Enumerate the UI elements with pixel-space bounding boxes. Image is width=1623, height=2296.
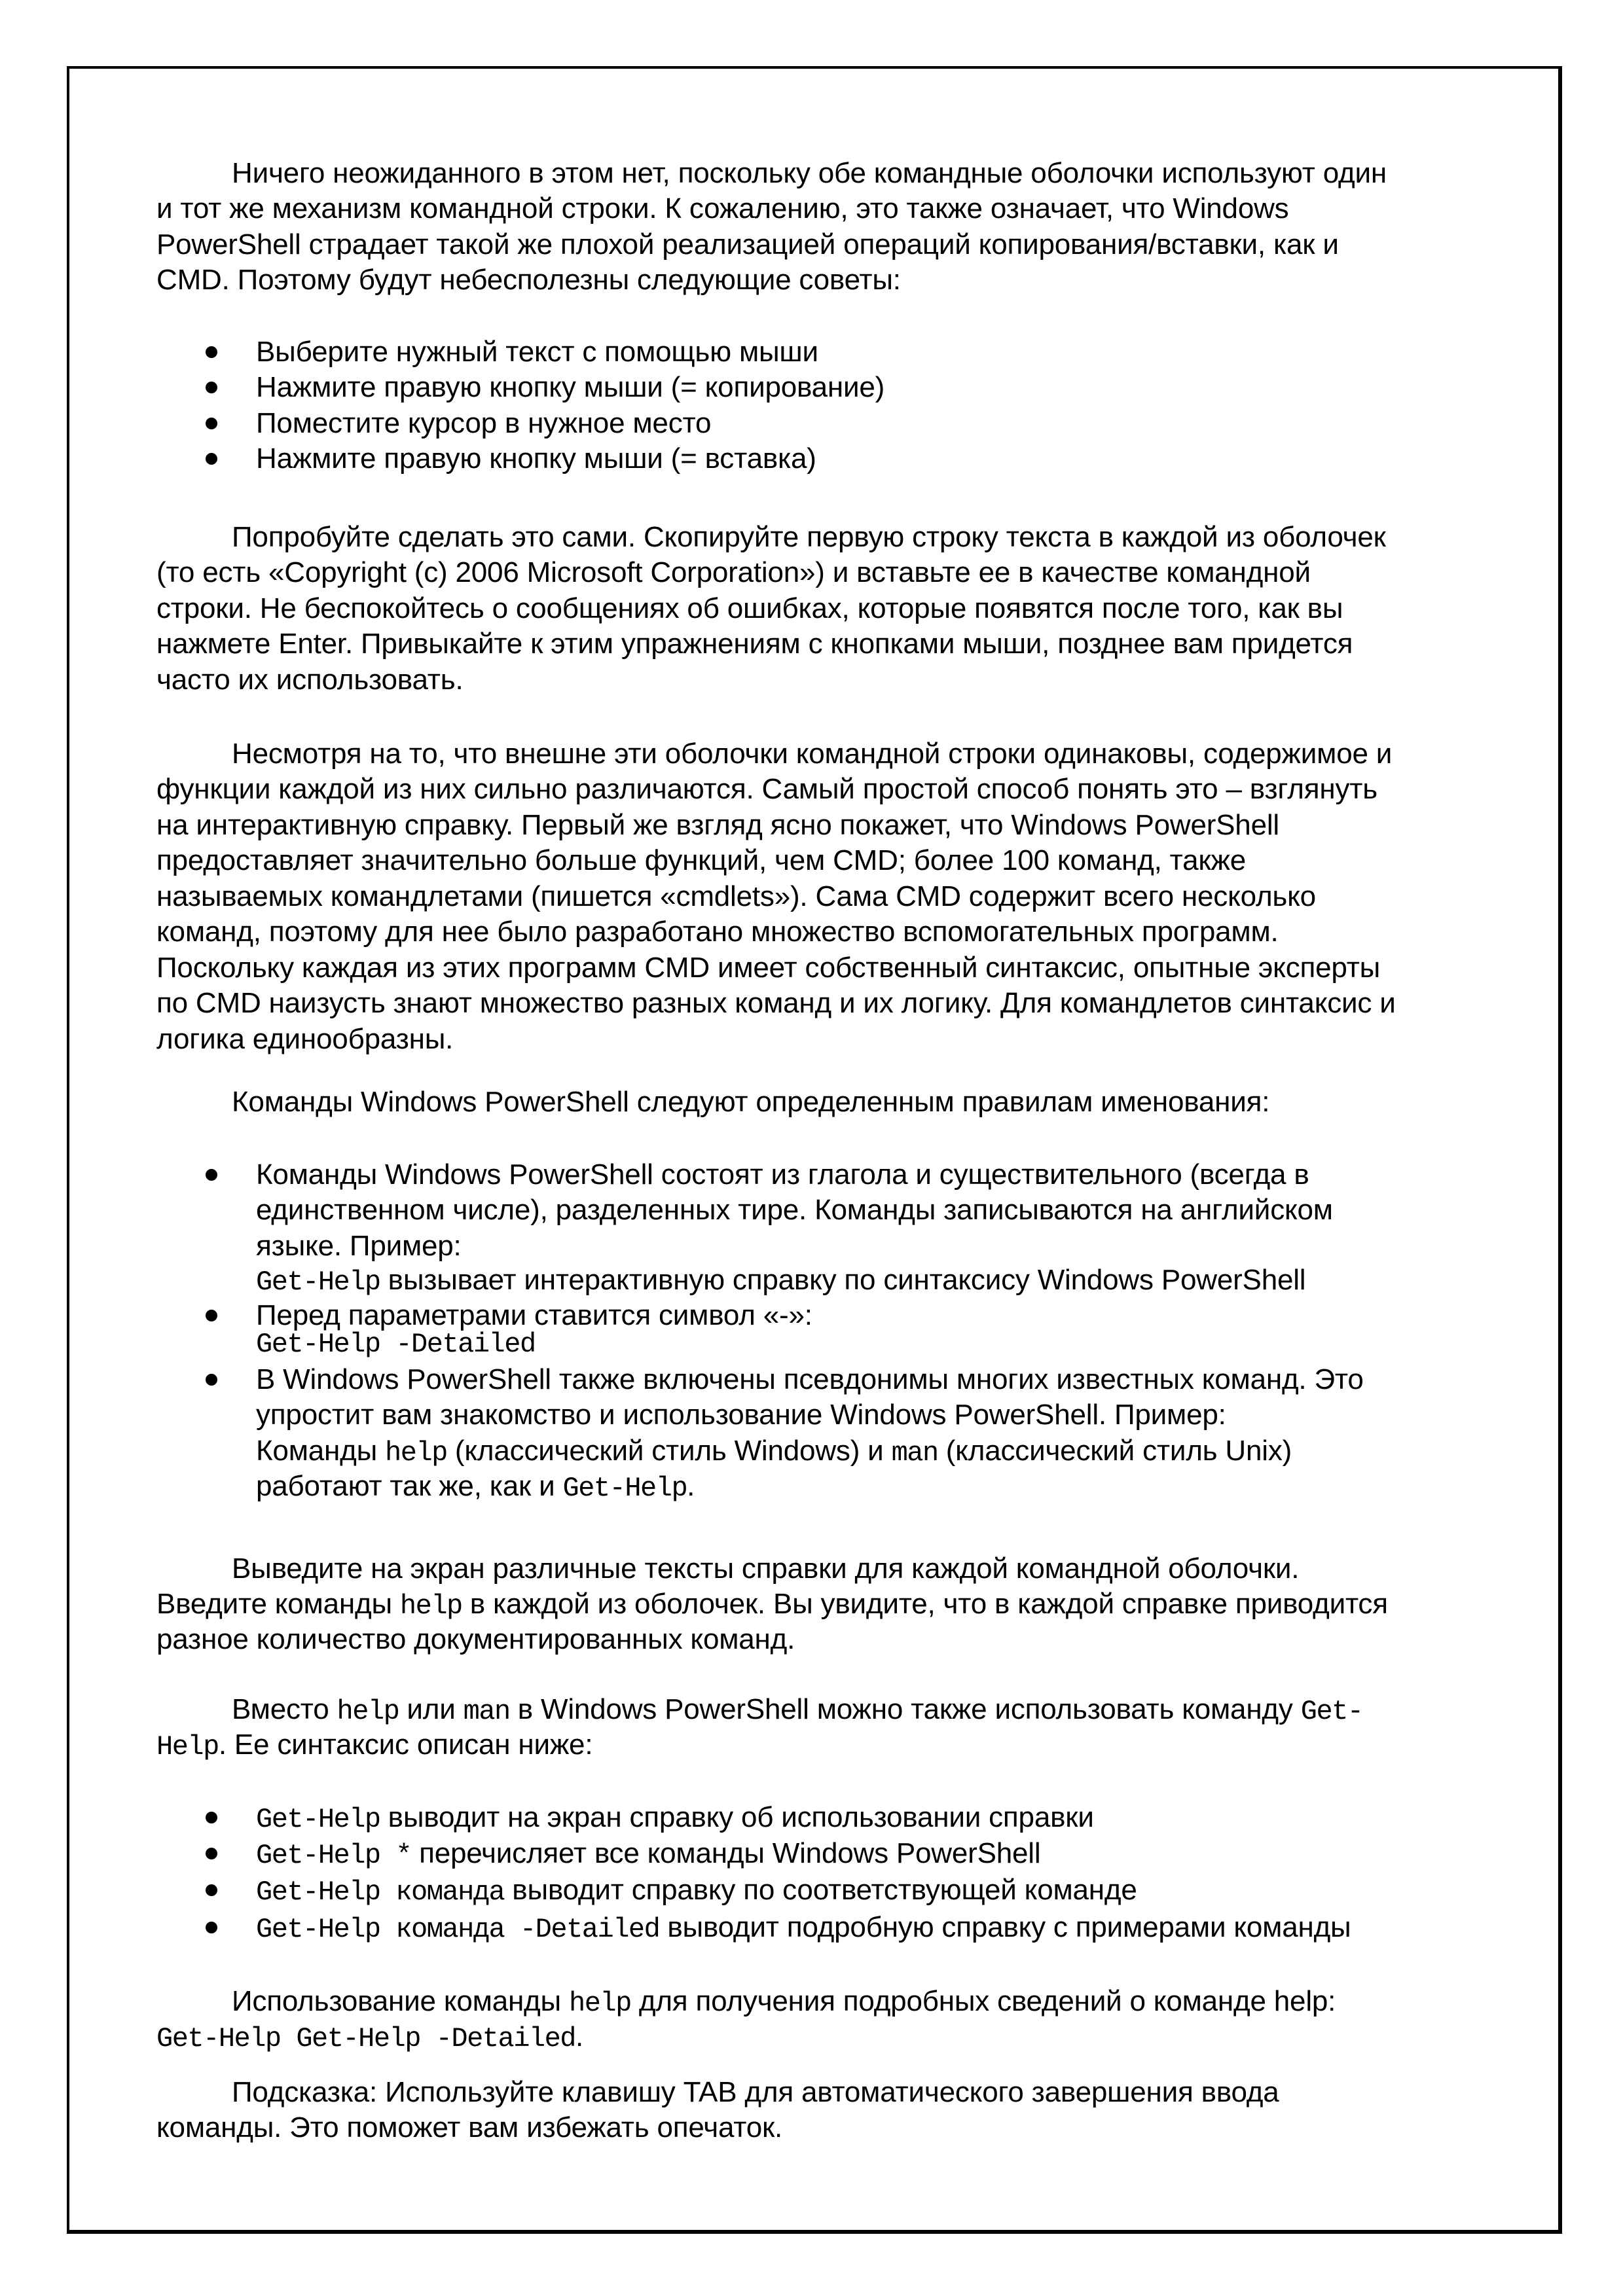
list-item-text xyxy=(256,1873,1137,1910)
list-item-text xyxy=(256,1263,1305,1300)
inline-text: для получения подробных сведений о команде help: xyxy=(630,1985,1336,2017)
text-line: предоставляет значительно больше функций, чем CMD; более 100 команд, также xyxy=(156,844,1246,876)
inline-text: или xyxy=(399,1693,464,1725)
list-item-text: В Windows PowerShell также включены псевдонимы многих известных команд. Это xyxy=(256,1363,1364,1395)
code-snippet: help xyxy=(385,1437,447,1469)
text-line xyxy=(232,1984,1336,2021)
text-line: PowerShell страдает такой же плохой реализацией операций копирования/вставки, как и xyxy=(156,228,1339,260)
text-line: часто их использовать. xyxy=(156,664,464,696)
text-line: (то есть «Copyright (c) 2006 Microsoft Corporation») и вставьте ее в качестве командной xyxy=(156,556,1311,588)
inline-text: выводит подробную справку с примерами команды xyxy=(659,1911,1351,1943)
inline-text: Введите команды xyxy=(156,1588,400,1620)
inline-text: выводит на экран справку об использовании справки xyxy=(380,1801,1094,1833)
code-snippet: help xyxy=(399,1590,462,1622)
text-line: Несмотря на то, что внешне эти оболочки командной строки одинаковы, содержимое и xyxy=(232,738,1393,770)
text-line: команд, поэтому для нее было разработано множество вспомогательных программ. xyxy=(156,916,1279,948)
code-snippet: man xyxy=(891,1437,938,1469)
inline-text: перечисляет все команды Windows PowerShell xyxy=(411,1837,1041,1869)
list-item-text xyxy=(256,1910,1351,1947)
bullet-icon xyxy=(206,418,217,429)
list-item-text: упростит вам знакомство и использование Windows PowerShell. Пример: xyxy=(256,1399,1226,1431)
text-line: строки. Не беспокойтесь о сообщениях об ошибках, которые появятся после того, как вы xyxy=(156,592,1343,624)
inline-text: работают так же, как и xyxy=(256,1470,563,1502)
code-snippet: Get-Help * xyxy=(256,1840,412,1871)
list-item-text: Перед параметрами ставится символ «-»: xyxy=(256,1299,812,1331)
bullet-icon xyxy=(206,1812,217,1823)
code-snippet: Get-Help xyxy=(256,1266,380,1298)
text-line: команды. Это поможет вам избежать опечаток. xyxy=(156,2111,783,2144)
text-line: и тот же механизм командной строки. К сожалению, это также означает, что Windows xyxy=(156,192,1289,224)
text-line: нажмете Enter. Привыкайте к этим упражнениям с кнопками мыши, позднее вам придется xyxy=(156,628,1353,660)
inline-text: в Windows PowerShell можно также использовать команду xyxy=(509,1693,1301,1725)
text-line: функции каждой из них сильно различаются. Самый простой способ понять это – взглянуть xyxy=(156,773,1377,805)
text-line: Подсказка: Используйте клавишу TAB для автоматического завершения ввода xyxy=(232,2076,1279,2108)
inline-text: . xyxy=(575,2020,584,2053)
bullet-icon xyxy=(206,1310,217,1321)
text-line: логика единообразны. xyxy=(156,1023,454,1055)
text-line: называемых командлетами (пишется «cmdlets»). Сама CMD содержит всего несколько xyxy=(156,880,1316,912)
code-snippet: Get-Help Get-Help -Detailed xyxy=(156,2023,576,2054)
code-snippet: Help xyxy=(156,1731,219,1763)
inline-text: Использование команды xyxy=(232,1985,569,2017)
text-line: Попробуйте сделать это сами. Скопируйте первую строку текста в каждой из оболочек xyxy=(232,521,1386,553)
inline-text: Команды xyxy=(256,1435,386,1467)
bullet-icon xyxy=(206,1374,217,1386)
list-item-text: Нажмите правую кнопку мыши (= вставка) xyxy=(256,442,816,475)
bullet-icon xyxy=(206,346,217,358)
text-line: по CMD наизусть знают множество разных команд и их логику. Для командлетов синтаксис и xyxy=(156,987,1396,1019)
list-item-text: Поместите курсор в нужное место xyxy=(256,407,712,439)
text-line xyxy=(156,2019,583,2056)
code-snippet: help xyxy=(569,1988,631,2019)
inline-text: . xyxy=(687,1470,695,1502)
text-line xyxy=(156,1727,593,1765)
text-line: Выведите на экран различные тексты справки для каждой командной оболочки. xyxy=(232,1552,1300,1585)
text-line: на интерактивную справку. Первый же взгляд ясно покажет, что Windows PowerShell xyxy=(156,809,1280,841)
list-item-text: Нажмите правую кнопку мыши (= копирование) xyxy=(256,371,885,403)
bullet-icon xyxy=(206,453,217,465)
inline-text: в каждой из оболочек. Вы увидите, что в каждой справке приводится xyxy=(462,1588,1388,1620)
code-snippet: Get-Help -Detailed xyxy=(256,1329,536,1360)
list-item-text xyxy=(256,1433,1292,1471)
text-line xyxy=(232,1692,1363,1729)
bullet-icon xyxy=(206,1922,217,1933)
list-item-text xyxy=(256,1836,1040,1873)
naming-intro: Команды Windows PowerShell следуют определенным правилам именования: xyxy=(232,1086,1270,1118)
code-snippet: man xyxy=(463,1696,510,1727)
code-snippet: Get-Help команда -Detailed xyxy=(256,1914,660,1945)
text-line: разное количество документированных команд. xyxy=(156,1623,795,1655)
bullet-icon xyxy=(206,1884,217,1896)
bullet-icon xyxy=(206,1169,217,1181)
code-snippet: Get- xyxy=(1300,1696,1363,1727)
text-line: Ничего неожиданного в этом нет, поскольку обе командные оболочки используют один xyxy=(232,157,1387,189)
code-snippet: Get-Help xyxy=(562,1473,687,1504)
inline-text: (классический стиль Unix) xyxy=(938,1435,1292,1467)
inline-text: Вместо xyxy=(232,1693,337,1725)
inline-text: выводит справку по соответствующей команде xyxy=(504,1874,1137,1906)
inline-text: . Ее синтаксис описан ниже: xyxy=(218,1729,593,1761)
text-line: Поскольку каждая из этих программ CMD имеет собственный синтаксис, опытные эксперты xyxy=(156,952,1381,984)
bullet-icon xyxy=(206,1848,217,1859)
bullet-icon xyxy=(206,382,217,393)
list-item-text: языке. Пример: xyxy=(256,1230,462,1262)
text-line: CMD. Поэтому будут небесполезны следующие советы: xyxy=(156,264,901,296)
code-snippet: help xyxy=(337,1696,399,1727)
list-item-text: Команды Windows PowerShell состоят из глагола и существительного (всегда в xyxy=(256,1158,1309,1191)
inline-text: (классический стиль Windows) и xyxy=(447,1435,892,1467)
code-snippet: Get-Help команда xyxy=(256,1876,505,1908)
list-item-text: единственном числе), разделенных тире. Команды записываются на английском xyxy=(256,1194,1333,1226)
inline-text: вызывает интерактивную справку по синтаксису Windows PowerShell xyxy=(380,1264,1306,1296)
list-item-text xyxy=(256,1469,695,1506)
list-item-text xyxy=(256,1800,1094,1837)
text-line xyxy=(156,1587,1388,1624)
code-snippet: Get-Help xyxy=(256,1804,380,1835)
list-item-text: Выберите нужный текст с помощью мыши xyxy=(256,336,818,368)
